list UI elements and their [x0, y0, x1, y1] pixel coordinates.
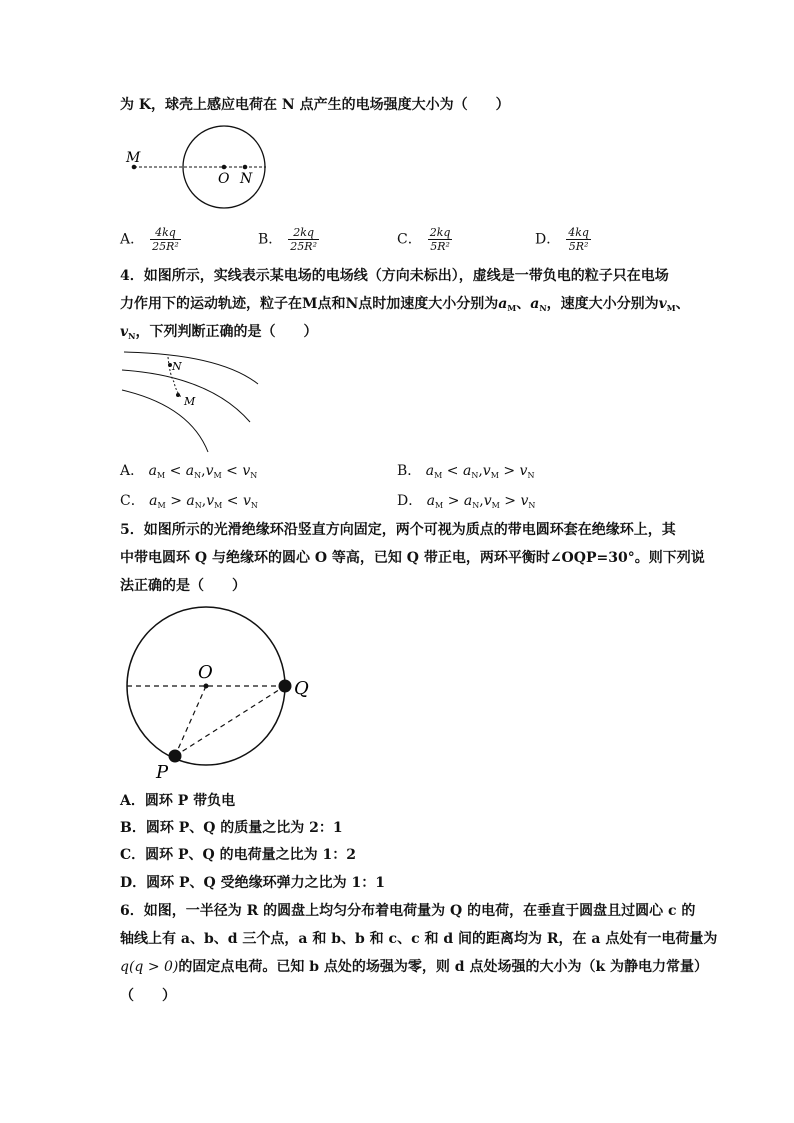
ring-p [169, 750, 182, 763]
q5-ring-figure [120, 600, 320, 785]
label-p: P [156, 762, 169, 783]
q6-line-4: （ ） [120, 988, 176, 1004]
q5-line-2: 中带电圆环 Q 与绝缘环的圆心 O 等高，已知 Q 带正电，两环平衡时∠OQP=30°。则下列说 [120, 550, 705, 566]
q3-stem: 为 K，球壳上感应电荷在 N 点产生的电场强度大小为（ ） [120, 97, 510, 113]
label-m: M [126, 150, 141, 166]
q5-option-a[interactable]: A．圆环 P 带负电 [120, 793, 236, 809]
label-n: N [240, 171, 253, 187]
q4-line-2: 力作用下的运动轨迹，粒子在M点和N点时加速度大小分别为$a_M$、$a_N$，速度大小分别为$v_M$、 [120, 296, 690, 313]
q4-field-figure [120, 348, 270, 458]
q4-option-b[interactable]: B． $a_M < a_N,v_M > v_N$ [397, 463, 535, 480]
q3-option-d[interactable]: D． $\frac{4kq}{\text{5R²}}$ [535, 226, 589, 253]
q5-line-3: 法正确的是（ ） [120, 578, 246, 594]
q4-option-c[interactable]: C． $a_M > a_N,v_M < v_N$ [120, 493, 258, 510]
label-o: O [198, 662, 213, 683]
label-m: M [184, 395, 196, 408]
line-pq-dashed [175, 686, 285, 756]
point-n [243, 165, 248, 170]
point-o [222, 165, 227, 170]
q3-option-b[interactable]: B． $\frac{2kq}{\text{25R²}}$ [258, 226, 317, 253]
q3-sphere-figure [120, 125, 280, 215]
q5-option-c[interactable]: C．圆环 P、Q 的电荷量之比为 1：2 [120, 847, 356, 863]
q3-option-a[interactable]: A． $\frac{4kq}{\text{25R²}}$ [120, 226, 179, 253]
q6-line-2: 轴线上有 a、b、d 三个点，a 和 b、b 和 c、c 和 d 间的距离均为 R，在 a 点处有一电荷量为 [120, 931, 718, 947]
q6-line-1: 6．如图，一半径为 R 的圆盘上均匀分布着电荷量为 Q 的电荷，在垂直于圆盘且过圆心 c 的 [120, 903, 696, 919]
center-o [204, 684, 209, 689]
q4-option-a[interactable]: A． $a_M < a_N,v_M < v_N$ [120, 463, 258, 480]
label-o: O [218, 171, 230, 187]
label-q: Q [294, 678, 309, 699]
q3-option-c[interactable]: C． $\frac{2kq}{\text{5R²}}$ [397, 226, 451, 253]
q5-option-d[interactable]: D．圆环 P、Q 受绝缘环弹力之比为 1：1 [120, 875, 385, 891]
q6-line-3: q(q > 0)的固定点电荷。已知 b 点处的场强为零，则 d 点处场强的大小为（k 为静电力常量） [120, 959, 709, 975]
q4-line-3: $v_N$，下列判断正确的是（ ） [120, 324, 318, 341]
point-m [176, 393, 180, 397]
q5-line-1: 5．如图所示的光滑绝缘环沿竖直方向固定，两个可视为质点的带电圆环套在绝缘环上，其 [120, 522, 676, 538]
ring-q [279, 680, 292, 693]
q4-line-1: 4．如图所示，实线表示某电场的电场线（方向未标出），虚线是一带负电的粒子只在电场 [120, 268, 669, 284]
q5-option-b[interactable]: B．圆环 P、Q 的质量之比为 2：1 [120, 820, 343, 836]
field-line-1 [124, 352, 258, 384]
label-n: N [172, 360, 182, 373]
q4-option-d[interactable]: D． $a_M > a_N,v_M > v_N$ [397, 493, 536, 510]
